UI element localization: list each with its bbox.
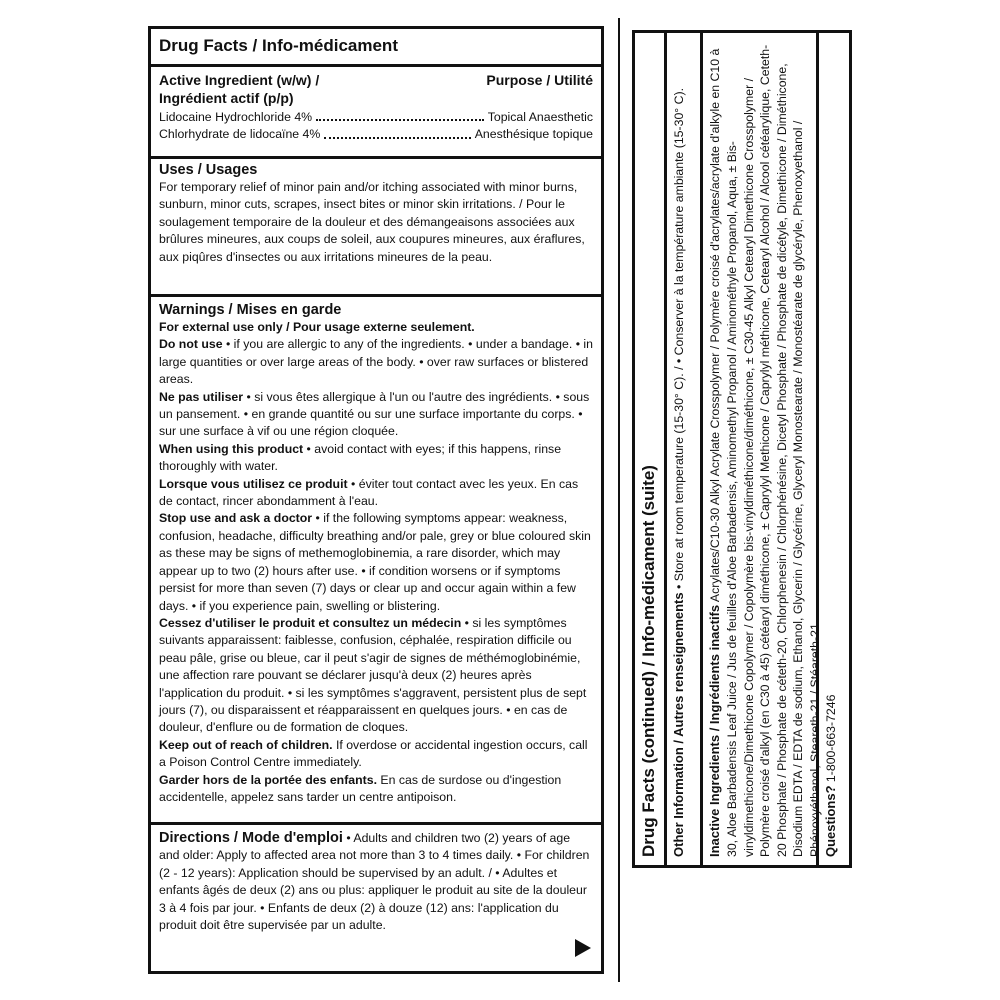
keep-out-label: Keep out of reach of children. <box>159 737 333 752</box>
warnings-heading: Warnings / Mises en garde <box>159 302 342 318</box>
active-heading-en: Active Ingredient (w/w) / <box>159 72 320 88</box>
active-row <box>159 126 593 143</box>
active-ingredient-section <box>151 71 601 144</box>
do-not-use-label: Do not use <box>159 337 223 352</box>
inactive-text: Acrylates/C10-30 Alkyl Acrylate Crosspolymer / Polymère croisé d'acrylates/acrylate d'alkyle en C10 à 30, Aloe Barbadensis Leaf Juice / Jus de feuilles d'Aloe Barbadensis, Aminomethyl Propanol / Aminométhyle Propanol, Aqua, ± Bis-vinyldimethicone/Dimethicone Copolymer / Copolymère bis-vinyldiméthicone/diméthicone, ± C30-45 Alkyl Cetearyl Dimethicone Crosspolymer / Polymère croisé d'alkyl (en C30 à 45) cétéaryl diméthicone, ± Caprylyl Methicone / Caprylyl méthicone, Cetearyl Alcohol / Alcool cétéarylique, Ceteth-20 Phosphate / Phosphate de céteth-20, Chlorphenesin / Chlorphénésine, Dicetyl Phosphate / Phosphate de dicétyle, Dimethicone / Diméthicone, Disodium EDTA / EDTA de sodium, Ethanol, Glycerin / Glycérine, Glyceryl Monostearate / Monostéarate de glycéryle, Phenoxyethanol / Phénoxyéthanol, Steareth-21 / Stéareth-21 <box>708 44 822 857</box>
drug-facts-panel <box>148 26 604 974</box>
other-info-label: Other Information / Autres renseignements <box>671 592 686 857</box>
ne-pas-utiliser-text: • si vous êtes allergique à l'un ou l'autre des ingrédients. • sous un pansement. • en grande quantité ou sur une surface importante du corps. • sur une surface à vif ou une région cloquée. <box>159 389 590 439</box>
cessez-text: • si les symptômes suivants apparaissent: faiblesse, confusion, céphalée, respiration difficile ou peau pâle, grise ou bleue, car il peut s'agir de signes de méthémoglobinémie, une affection rare pouvant se déclarer jusqu'à deux (2) heures après l'application du produit. • si les symptômes s'aggravent, persistent plus de sept jours (7), ou disparaissent et réapparaissent en quelques jours. • en cas de douleur, d'enflure ou de formation de cloques. <box>159 615 587 735</box>
ingredient-name: Chlorhydrate de lidocaïne 4% <box>159 127 321 142</box>
ingredient-purpose: Topical Anaesthetic <box>487 110 593 124</box>
continued-box <box>632 30 852 868</box>
lorsque-text: • éviter tout contact avec les yeux. En cas de contact, rincer abondamment à l'eau. <box>159 476 579 509</box>
continued-panel <box>618 18 1000 982</box>
purpose-heading: Purpose / Utilité <box>486 72 593 88</box>
external-use-note: For external use only / Pour usage externe seulement. <box>159 320 475 334</box>
do-not-use-text: • if you are allergic to any of the ingredients. • under a bandage. • in large quantities or over large areas of the body. • over raw surfaces or blistered areas. <box>159 337 593 387</box>
uses-heading: Uses / Usages <box>159 162 258 178</box>
questions-label: Questions? <box>823 785 838 857</box>
dot-leader <box>324 126 470 138</box>
cessez-label: Cessez d'utiliser le produit et consultez un médecin <box>159 615 462 630</box>
keep-out-text: If overdose or accidental ingestion occurs, call a Poison Control Centre immediately. <box>159 737 588 770</box>
dot-leader <box>316 109 484 121</box>
warnings-section <box>151 301 601 806</box>
divider <box>151 294 601 297</box>
directions-text: • Adults and children two (2) years of age and older: Apply to affected area not more than 3 to 4 times daily. • For children (2 - 12 years): Application should be supervised by an adult. / • Adultes et enfants âgés de deux (2) ans ou plus: appliquer le produit au site de la douleur 3 à 4 fois par jour. • Enfants de deux (2) à douze (12) ans: l'application du produit doit être supervisée par un adulte. <box>159 831 590 933</box>
ne-pas-utiliser-label: Ne pas utiliser <box>159 389 244 404</box>
directions-heading: Directions / Mode d'emploi <box>159 830 343 846</box>
questions-section <box>819 33 849 865</box>
inactive-label: Inactive Ingredients / Ingrédients inactifs <box>707 604 722 857</box>
ingredient-purpose: Anesthésique topique <box>474 127 593 142</box>
divider <box>151 822 601 825</box>
directions-section <box>151 829 601 934</box>
garder-label: Garder hors de la portée des enfants. <box>159 772 377 787</box>
lorsque-label: Lorsque vous utilisez ce produit <box>159 476 348 491</box>
when-using-label: When using this product <box>159 441 304 456</box>
when-using-text: • avoid contact with eyes; if this happens, rinse thoroughly with water. <box>159 441 562 474</box>
uses-text: For temporary relief of minor pain and/or itching associated with minor burns, sunburn, minor cuts, scrapes, insect bites or minor skin irritations. / Pour le soulagement temporaire de la douleur et des démangeaisons associées aux brûlures mineures, aux coups de soleil, aux coupures mineures, aux éraflures, aux piqûres d'insectes ou aux irritations mineures de la peau. <box>159 180 585 264</box>
active-row <box>159 109 593 126</box>
other-info-section <box>667 33 703 865</box>
ingredient-name: Lidocaine Hydrochloride 4% <box>159 110 313 124</box>
continued-title: Drug Facts (continued) / Info-médicament (suite) <box>635 33 667 865</box>
panel-title: Drug Facts / Info-médicament <box>159 36 398 55</box>
other-info-text: • Store at room temperature (15-30° C). / • Conserver à la température ambiante (15-30° C). <box>672 87 686 593</box>
inactive-ingredients-section <box>703 33 822 865</box>
active-heading-fr: Ingrédient actif (p/p) <box>159 90 294 106</box>
questions-phone: 1-800-663-7246 <box>824 694 838 786</box>
divider <box>151 156 601 159</box>
stop-use-text: • if the following symptoms appear: weakness, confusion, headache, difficulty breathing and/or pale, grey or blue coloured skin as these may be signs of methemoglobinemia, a rare disorder, which may appear up to two (2) hours after use. • if condition worsens or if symptoms persist for more than seven (7) days or clear up and occur again within a few days. • if you experience pain, swelling or blistering. <box>159 511 591 613</box>
continue-arrow-icon <box>575 939 591 957</box>
divider <box>151 64 601 67</box>
garder-text: En cas de surdose ou d'ingestion accidentelle, appelez sans tarder un centre antipoison. <box>159 772 562 804</box>
uses-section <box>151 161 601 266</box>
divider <box>618 18 620 982</box>
stop-use-label: Stop use and ask a doctor <box>159 511 313 526</box>
